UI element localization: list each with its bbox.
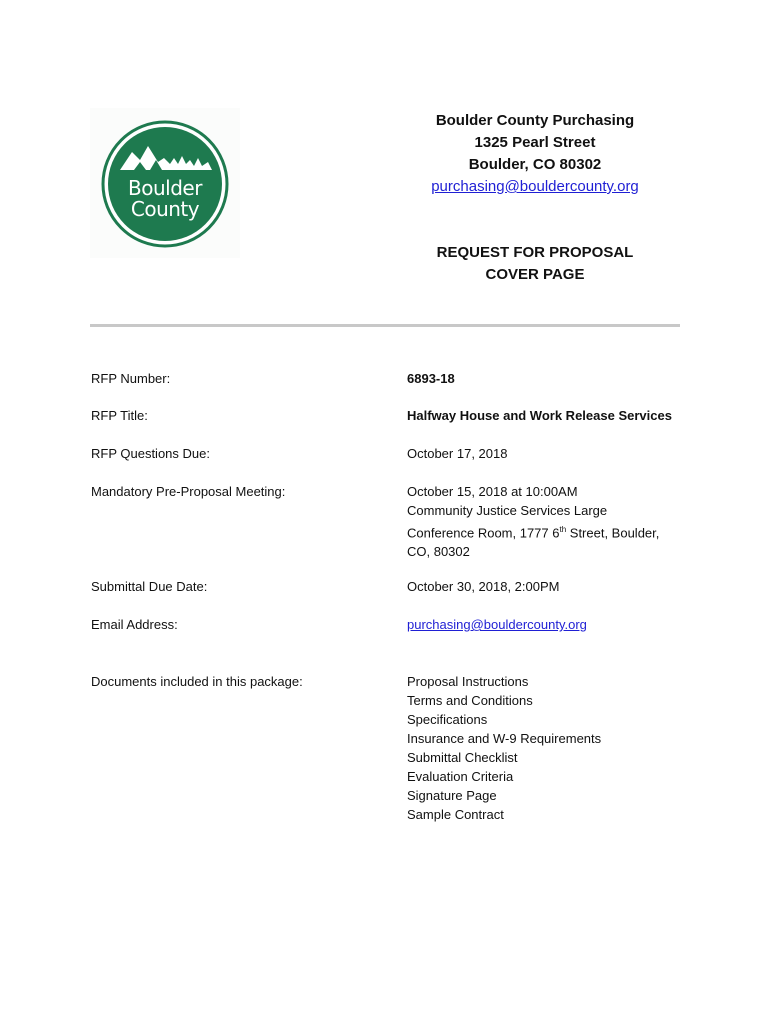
rfp-title-label: RFP Title: bbox=[91, 408, 148, 423]
list-item: Insurance and W-9 Requirements bbox=[407, 731, 602, 746]
boulder-county-logo bbox=[90, 108, 240, 258]
meeting-datetime: October 15, 2018 at 10:00AM bbox=[407, 484, 578, 499]
rfp-number-value: 6893-18 bbox=[407, 371, 455, 386]
rfp-title-value: Halfway House and Work Release Services bbox=[407, 408, 672, 423]
meeting-location-line3: CO, 80302 bbox=[407, 544, 470, 560]
page-title-line1: REQUEST FOR PROPOSAL bbox=[436, 244, 634, 261]
email-label: Email Address: bbox=[91, 617, 178, 632]
meeting-value bbox=[407, 482, 687, 561]
list-item: Submittal Checklist bbox=[407, 750, 518, 765]
submittal-due-value: October 30, 2018, 2:00PM bbox=[407, 579, 560, 594]
meeting-label: Mandatory Pre-Proposal Meeting: bbox=[91, 484, 286, 499]
list-item: Evaluation Criteria bbox=[407, 769, 514, 784]
documents-list bbox=[407, 672, 687, 824]
page-title-line2: COVER PAGE bbox=[485, 266, 585, 283]
documents-label: Documents included in this package: bbox=[91, 674, 303, 689]
divider bbox=[90, 324, 680, 327]
org-name: Boulder County Purchasing bbox=[435, 112, 635, 129]
submittal-due-label: Submittal Due Date: bbox=[91, 579, 208, 594]
city-address: Boulder, CO 80302 bbox=[468, 156, 602, 173]
list-item: Signature Page bbox=[407, 788, 497, 803]
meeting-location-line2: Conference Room, 1777 6th Street, Boulder, bbox=[407, 525, 660, 541]
meeting-location-line1: Community Justice Services Large bbox=[407, 503, 608, 518]
logo-text-line1: Boulder bbox=[128, 176, 202, 200]
street-address: 1325 Pearl Street bbox=[474, 134, 596, 151]
header-email-link[interactable]: purchasing@bouldercounty.org bbox=[431, 178, 639, 195]
page-title bbox=[380, 242, 690, 286]
list-item: Proposal Instructions bbox=[407, 674, 529, 689]
questions-due-label: RFP Questions Due: bbox=[91, 446, 210, 461]
rfp-number-label: RFP Number: bbox=[91, 371, 171, 386]
list-item: Specifications bbox=[407, 712, 488, 727]
questions-due-value: October 17, 2018 bbox=[407, 446, 508, 461]
purchasing-address-block bbox=[380, 110, 690, 198]
list-item: Sample Contract bbox=[407, 807, 504, 822]
list-item: Terms and Conditions bbox=[407, 693, 533, 708]
logo-text-line2: County bbox=[130, 197, 200, 221]
email-link[interactable]: purchasing@bouldercounty.org bbox=[407, 617, 587, 632]
